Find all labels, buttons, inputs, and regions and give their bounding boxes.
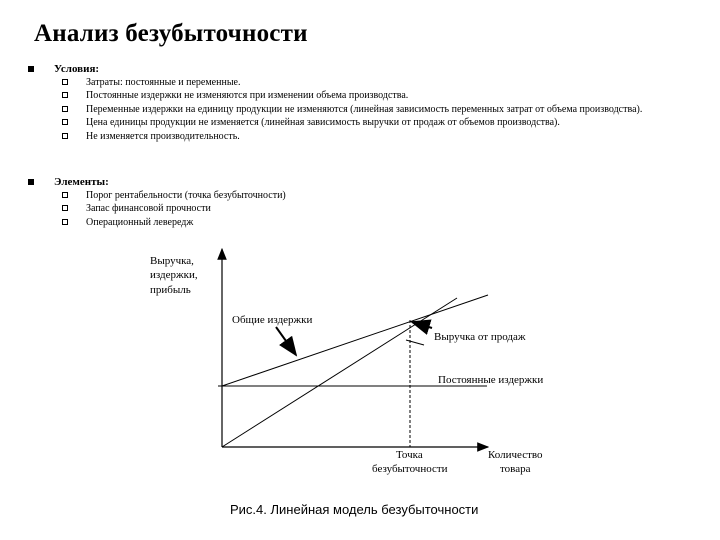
x-axis-label-line-2: товара bbox=[500, 463, 531, 475]
y-axis-label-line-1: Выручка, bbox=[150, 255, 194, 267]
page-title: Анализ безубыточности bbox=[34, 20, 308, 47]
y-axis-label-line-2: издержки, bbox=[150, 269, 198, 281]
elements-heading-text: Элементы: bbox=[54, 176, 109, 188]
revenue-label: Выручка от продаж bbox=[434, 331, 526, 343]
x-axis-label-line-1: Количество bbox=[488, 449, 543, 461]
total-costs-label: Общие издержки bbox=[232, 314, 313, 326]
breakeven-label-line-1: Точка bbox=[396, 449, 423, 461]
condition-text: Затраты: постоянные и переменные. bbox=[86, 77, 241, 88]
condition-text: Постоянные издержки не изменяются при изменении объема производства. bbox=[86, 90, 409, 102]
element-text: Порог рентабельности (точка безубыточности) bbox=[86, 190, 286, 201]
y-axis-label-line-3: прибыль bbox=[150, 284, 191, 296]
condition-text: Переменные издержки на единицу продукции не изменяются (линейная зависимость переменных затрат от объема производства). bbox=[86, 103, 643, 115]
condition-text: Не изменяется производительность. bbox=[86, 130, 240, 142]
revenue-pointer-line bbox=[406, 340, 424, 345]
condition-text: Цена единицы продукции не изменяется (линейная зависимость выручки от продаж от объемов производства). bbox=[86, 117, 560, 129]
element-text: Операционный левередж bbox=[86, 216, 194, 228]
element-text: Запас финансовой прочности bbox=[86, 203, 211, 215]
breakeven-label-line-2: безубыточности bbox=[372, 463, 448, 475]
total-costs-arrow bbox=[276, 327, 296, 355]
conditions-heading-text: Условия: bbox=[54, 63, 100, 75]
fixed-costs-label: Постоянные издержки bbox=[438, 374, 544, 386]
figure-caption: Рис.4. Линейная модель безубыточности bbox=[230, 502, 479, 517]
